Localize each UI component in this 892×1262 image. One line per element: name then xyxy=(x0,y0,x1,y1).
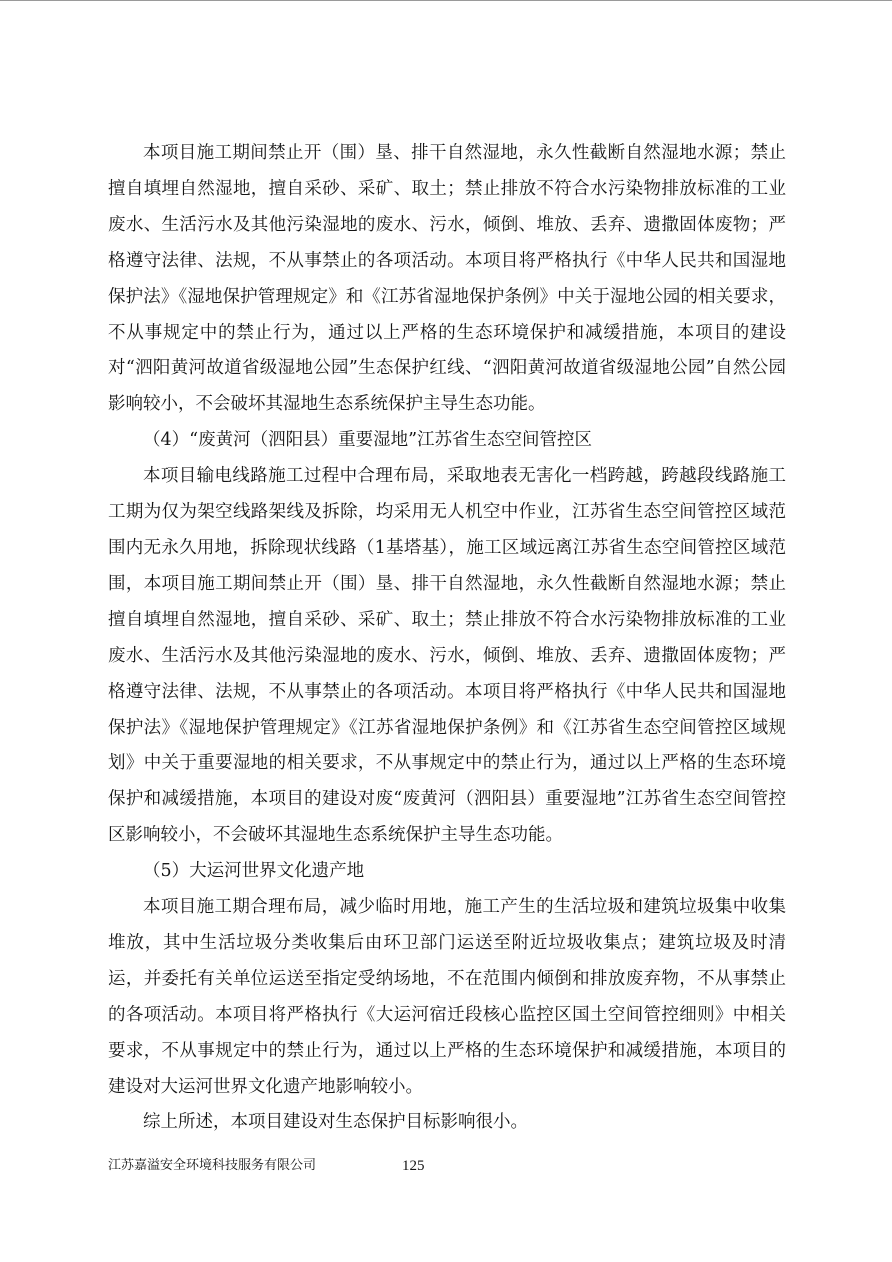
footer-company-name: 江苏嘉溢安全环境科技服务有限公司 xyxy=(108,1158,317,1173)
section-heading-4: （4）“废黄河（泗阳县）重要湿地”江苏省生态空间管控区 xyxy=(143,430,593,451)
paragraph-conclusion: 综上所述，本项目建设对生态保护目标影响很小。 xyxy=(143,1112,528,1133)
section-heading-5: （5）大运河世界文化遗产地 xyxy=(143,861,365,882)
paragraph-wetland-park: 本项目施工期间禁止开（围）垦、排干自然湿地，永久性截断自然湿地水源；禁止擅自填埋自然湿地，擅自采砂、采矿、取土；禁止排放不符合水污染物排放标准的工业废水、生活污水及其他污染湿地的废水、污水，倾倒、堆放、丢弃、遗撒固体废物；严格遵守法律、法规，不从事禁止的各项活动。本项目将严格执行《中华人民共和国湿地保护法》《湿地保护管理规定》和《江苏省湿地保护条例》中关于湿地公园的相关要求，不从事规定中的禁止行为，通过以上严格的生态环境保护和减缓措施，本项目的建设对“泗阳黄河故道省级湿地公园”生态保护红线、“泗阳黄河故道省级湿地公园”自然公园影响较小，不会破坏其湿地生态系统保护主导生态功能。 xyxy=(108,143,786,415)
page-footer xyxy=(108,1154,786,1178)
top-rule xyxy=(0,0,892,1)
page-number: 125 xyxy=(402,1158,425,1174)
paragraph-important-wetland: 本项目输电线路施工过程中合理布局，采取地表无害化一档跨越，跨越段线路施工工期为仅为架空线路架线及拆除，均采用无人机空中作业，江苏省生态空间管控区域范围内无永久用地，拆除现状线路（1基塔基），施工区域远离江苏省生态空间管控区域范围，本项目施工期间禁止开（围）垦、排干自然湿地，永久性截断自然湿地水源；禁止擅自填埋自然湿地，擅自采砂、采矿、取土；禁止排放不符合水污染物排放标准的工业废水、生活污水及其他污染湿地的废水、污水，倾倒、堆放、丢弃、遗撒固体废物；严格遵守法律、法规，不从事禁止的各项活动。本项目将严格执行《中华人民共和国湿地保护法》《湿地保护管理规定》《江苏省湿地保护条例》和《江苏省生态空间管控区域规划》中关于重要湿地的相关要求，不从事规定中的禁止行为，通过以上严格的生态环境保护和减缓措施，本项目的建设对废“废黄河（泗阳县）重要湿地”江苏省生态空间管控区影响较小，不会破坏其湿地生态系统保护主导生态功能。 xyxy=(108,466,786,846)
paragraph-grand-canal: 本项目施工期合理布局，减少临时用地，施工产生的生活垃圾和建筑垃圾集中收集堆放，其中生活垃圾分类收集后由环卫部门运送至附近垃圾收集点；建筑垃圾及时清运，并委托有关单位运送至指定受纳场地，不在范围内倾倒和排放废弃物，不从事禁止的各项活动。本项目将严格执行《大运河宿迁段核心监控区国土空间管控细则》中相关要求，不从事规定中的禁止行为，通过以上严格的生态环境保护和减缓措施，本项目的建设对大运河世界文化遗产地影响较小。 xyxy=(108,897,786,1097)
document-body xyxy=(108,136,786,1141)
